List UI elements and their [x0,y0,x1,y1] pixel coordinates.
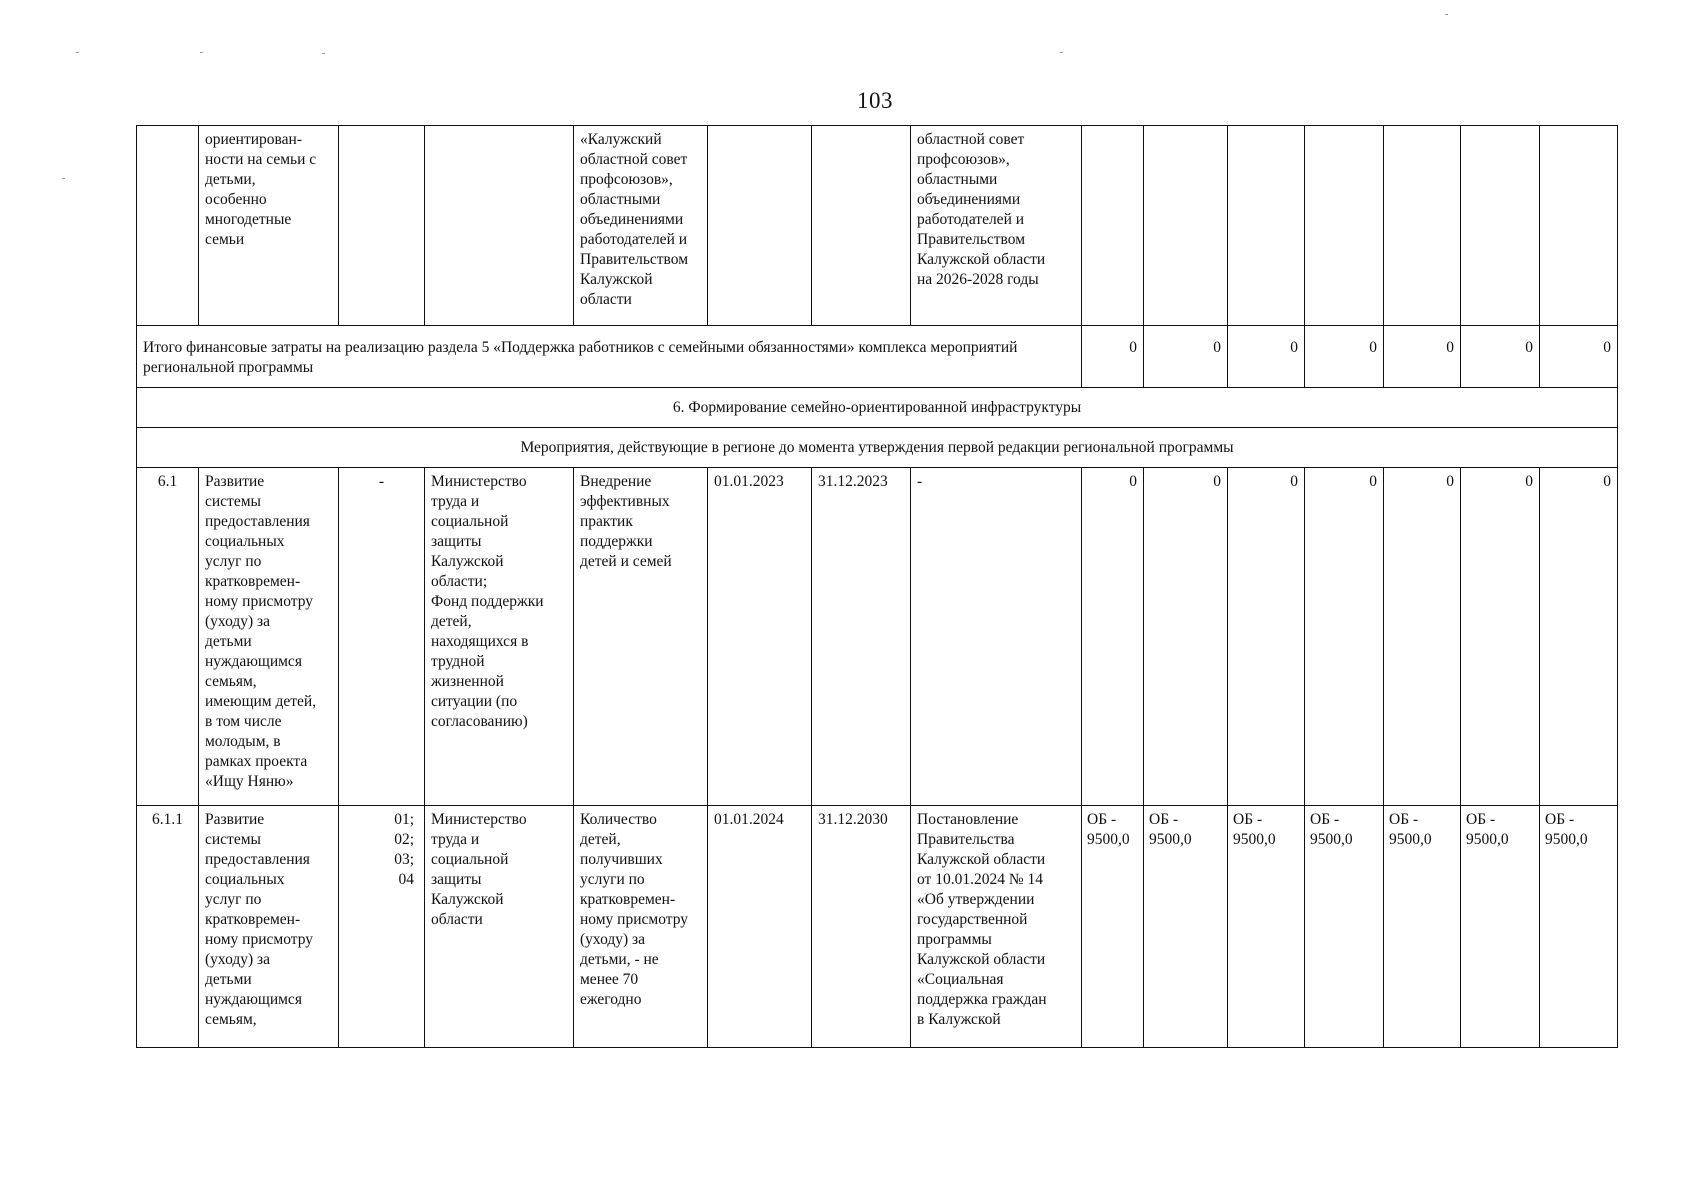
cell-funding [1082,126,1144,326]
scan-speck [1445,14,1448,15]
table-row [137,126,1618,326]
section-title: 6. Формирование семейно-ориентированной инфраструктуры [137,388,1618,428]
cell-funding: 0 [1144,468,1228,806]
cell-number: 6.1 [137,468,199,806]
cell-responsible: Министерство труда и социальной защиты Калужской области [425,806,574,1048]
scan-speck [322,53,325,54]
cell-funding: ОБ - 9500,0 [1540,806,1618,1048]
cell-funding: ОБ - 9500,0 [1082,806,1144,1048]
program-activities-table-wrap [136,125,1617,1048]
cell-activity: Развитие системы предоставления социальных услуг по кратковремен- ному присмотру (уходу) за детьми нуждающимся семьям, имеющим детей, в том числе молодым, в рамках проекта «Ищу Няню» [199,468,339,806]
page-number: 103 [857,88,893,113]
cell-codes: - [339,468,425,806]
cell-result: Количество детей, получивших услуги по кратковремен- ному присмотру (уходу) за детьми, - не менее 70 ежегодно [574,806,708,1048]
table-row [137,468,1618,806]
scan-speck [1060,52,1063,53]
cell-funding: 0 [1305,468,1384,806]
cell-end-date: 31.12.2030 [812,806,911,1048]
cell-number [137,126,199,326]
cell-funding [1228,126,1305,326]
cell-activity: ориентирован- ности на семьи с детьми, особенно многодетные семьи [199,126,339,326]
cell-funding: 0 [1228,468,1305,806]
cell-activity: Развитие системы предоставления социальных услуг по кратковремен- ному присмотру (уходу) за детьми нуждающимся семьям, [199,806,339,1048]
cell-funding: 0 [1540,468,1618,806]
cell-funding [1305,126,1384,326]
cell-funding: 0 [1461,468,1540,806]
cell-funding: ОБ - 9500,0 [1144,806,1228,1048]
cell-result: «Калужский областной совет профсоюзов», областными объединениями работодателей и Правительством Калужской области [574,126,708,326]
scan-speck [76,52,79,53]
cell-funding: 0 [1384,468,1461,806]
cell-start-date: 01.01.2023 [708,468,812,806]
cell-number: 6.1.1 [137,806,199,1048]
total-label: Итого финансовые затраты на реализацию раздела 5 «Поддержка работников с семейными обязанностями» комплекса мероприятий региональной программы [137,326,1082,388]
total-value: 0 [1228,326,1305,388]
total-value: 0 [1540,326,1618,388]
cell-funding [1144,126,1228,326]
cell-funding [1540,126,1618,326]
cell-document: Постановление Правительства Калужской области от 10.01.2024 № 14 «Об утверждении государственной программы Калужской области «Социальная поддержка граждан в Калужской [911,806,1082,1048]
subsection-title: Мероприятия, действующие в регионе до момента утверждения первой редакции региональной программы [137,428,1618,468]
cell-end-date [812,126,911,326]
scan-speck [62,178,65,179]
total-value: 0 [1144,326,1228,388]
cell-document: - [911,468,1082,806]
table-row-subsection [137,428,1618,468]
cell-funding: ОБ - 9500,0 [1384,806,1461,1048]
cell-funding: ОБ - 9500,0 [1305,806,1384,1048]
cell-codes [339,126,425,326]
total-value: 0 [1384,326,1461,388]
table-row [137,806,1618,1048]
cell-responsible [425,126,574,326]
cell-document: областной совет профсоюзов», областными объединениями работодателей и Правительством Калужской области на 2026-2028 годы [911,126,1082,326]
cell-funding: 0 [1082,468,1144,806]
scan-speck [200,52,203,53]
program-activities-table [136,125,1618,1048]
cell-funding [1461,126,1540,326]
total-value: 0 [1305,326,1384,388]
total-value: 0 [1461,326,1540,388]
cell-start-date [708,126,812,326]
table-row-section [137,388,1618,428]
cell-responsible: Министерство труда и социальной защиты Калужской области; Фонд поддержки детей, находящихся в трудной жизненной ситуации (по согласованию) [425,468,574,806]
cell-end-date: 31.12.2023 [812,468,911,806]
table-row-total [137,326,1618,388]
cell-funding: ОБ - 9500,0 [1461,806,1540,1048]
cell-result: Внедрение эффективных практик поддержки детей и семей [574,468,708,806]
cell-codes: 01; 02; 03; 04 [339,806,425,1048]
cell-funding: ОБ - 9500,0 [1228,806,1305,1048]
total-value: 0 [1082,326,1144,388]
cell-funding [1384,126,1461,326]
cell-start-date: 01.01.2024 [708,806,812,1048]
